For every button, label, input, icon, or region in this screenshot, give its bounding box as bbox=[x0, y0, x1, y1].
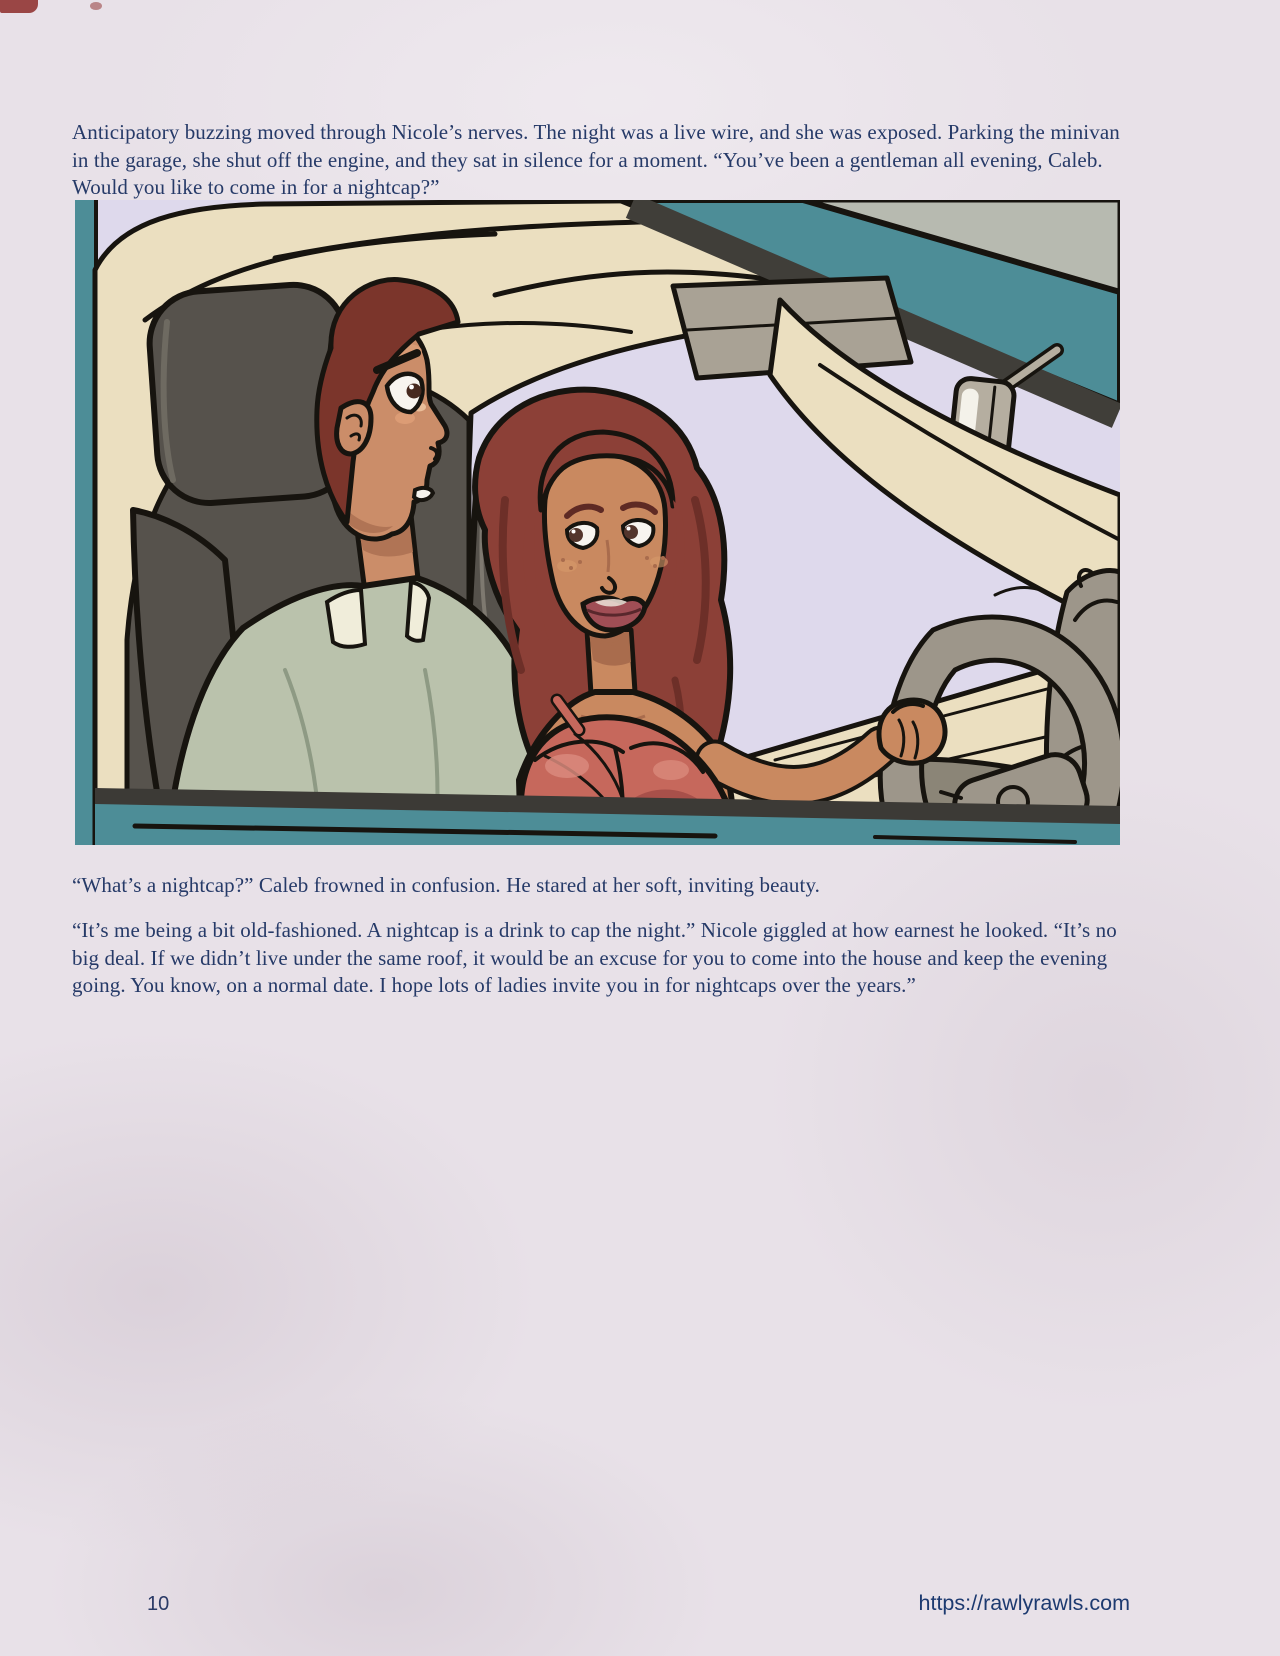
page-artifact bbox=[90, 2, 102, 10]
story-paragraph: “What’s a nightcap?” Caleb frowned in confusion. He stared at her soft, inviting beauty. bbox=[72, 873, 821, 897]
site-url-link[interactable]: https://rawlyrawls.com bbox=[918, 1591, 1130, 1615]
page-artifact bbox=[0, 0, 38, 13]
nicole-hand bbox=[879, 700, 945, 763]
door-pillar-left bbox=[75, 200, 95, 845]
comic-panel-illustration bbox=[75, 200, 1120, 845]
caleb-ear bbox=[337, 402, 371, 454]
story-paragraph: “It’s me being a bit old-fashioned. A nightcap is a drink to cap the night.” Nicole giggled at how earnest he looked. “It’s no big deal. If we didn’t live under the same roof, it would be an excuse for you to come into the house and keep the evening going. You know, on a normal date. I hope lots of ladies invite you in for nightcaps over the years.” bbox=[72, 918, 1123, 998]
story-paragraph: Anticipatory buzzing moved through Nicole’s nerves. The night was a live wire, and she was exposed. Parking the minivan in the garage, she shut off the engine, and they sat in silence for a moment. “You’ve been a gentleman all evening, Caleb. Would you like to come in for a nightcap?” bbox=[72, 120, 1126, 200]
caleb-mouth bbox=[414, 488, 433, 500]
caleb-collar bbox=[327, 590, 365, 647]
page-number: 10 bbox=[147, 1593, 170, 1615]
comic-panel bbox=[75, 200, 1120, 845]
